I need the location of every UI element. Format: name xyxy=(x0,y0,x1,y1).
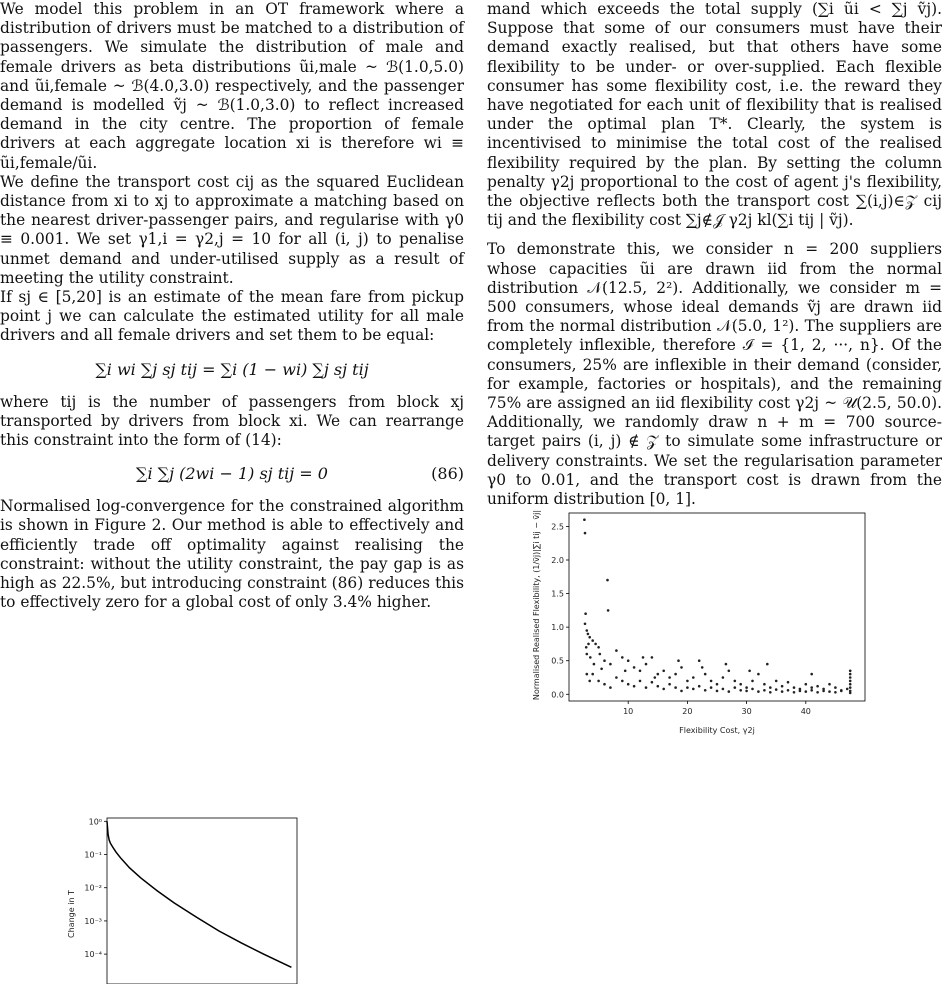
scatter-point xyxy=(633,685,636,688)
scatter-point xyxy=(586,673,589,676)
scatter-point xyxy=(603,683,606,686)
scatter-point xyxy=(763,683,766,686)
scatter-point xyxy=(651,656,654,659)
paragraph-flexibility: mand which exceeds the total supply (∑i ũi < ∑j ṽj). Suppose that some of our consumers must have their demand exactly realised, but that others have some flexibility to be under- or over-supplied. Each flexible consumer has some flexibility cost, i.e. the reward they have negotiated for each unit of flexibility that is realised under the optimal plan T*. Clearly, the system is incentivised to minimise the total cost of the realised flexibility required by the plan. By setting the column penalty γ2j proportional to the cost of agent j's flexibility, the objective reflects both the transport cost ∑(i,j)∈𝒵 cij tij and the flexibility cost ∑j∉𝒥 γ2j kl(∑i tij | ṽj). xyxy=(487,0,942,230)
scatter-y-tick-label: 1.5 xyxy=(551,589,564,599)
scatter-point xyxy=(769,686,772,689)
scatter-point xyxy=(692,676,695,679)
scatter-point xyxy=(639,670,642,673)
scatter-point xyxy=(701,666,704,669)
right-column xyxy=(487,0,942,735)
scatter-point xyxy=(787,689,790,692)
scatter-point xyxy=(849,676,852,679)
scatter-point xyxy=(751,688,754,691)
equation-86-body: ∑i ∑j (2wi − 1) sj tij = 0 xyxy=(136,464,328,484)
scatter-point xyxy=(586,629,589,632)
scatter-point xyxy=(609,686,612,689)
scatter-point xyxy=(591,673,594,676)
scatter-x-tick-label: 40 xyxy=(800,707,811,716)
scatter-point xyxy=(763,689,766,692)
scatter-point xyxy=(677,659,680,662)
scatter-point xyxy=(597,646,600,649)
paragraph-drivers-passengers: We model this problem in an OT framework where a distribution of drivers must be matched to a distribution of passengers. We simulate the distribution of male and female drivers as beta distributions ũi,male ~ ℬ(1.0,5.0) and ũi,female ~ ℬ(4.0,3.0) respectively, and the passenger demand is modelled ṽj ~ ℬ(1.0,3.0) to reflect increased demand in the city centre. The proportion of female drivers at each aggregate location xi is therefore wi ≡ ũi,female/ũi. xyxy=(0,0,464,172)
scatter-point xyxy=(589,656,592,659)
scatter-point xyxy=(686,686,689,689)
scatter-point xyxy=(668,683,671,686)
scatter-point xyxy=(600,668,603,671)
scatter-point xyxy=(651,681,654,684)
convergence-y-tick-label: 10⁻¹ xyxy=(84,850,102,860)
convergence-plot-frame xyxy=(107,818,297,984)
scatter-point xyxy=(816,691,819,694)
scatter-point xyxy=(725,663,728,666)
scatter-point xyxy=(593,663,596,666)
scatter-point xyxy=(757,690,760,693)
scatter-point xyxy=(588,680,591,683)
scatter-point xyxy=(584,612,587,615)
scatter-y-tick-label: 2.0 xyxy=(551,556,564,565)
scatter-point xyxy=(710,686,713,689)
scatter-point xyxy=(828,690,831,693)
scatter-point xyxy=(639,680,642,683)
scatter-point xyxy=(633,666,636,669)
scatter-y-tick-label: 1.0 xyxy=(551,623,564,633)
scatter-point xyxy=(645,663,648,666)
scatter-point xyxy=(799,690,802,693)
scatter-point xyxy=(674,673,677,676)
scatter-point xyxy=(775,680,778,683)
scatter-point xyxy=(810,686,813,689)
flexibility-scatter-chart xyxy=(527,505,927,755)
scatter-point xyxy=(849,670,852,673)
scatter-point xyxy=(627,683,630,686)
scatter-point xyxy=(587,643,590,646)
scatter-point xyxy=(846,688,849,691)
scatter-point xyxy=(787,681,790,684)
paragraph-convergence: Normalised log-convergence for the constrained algorithm is shown in Figure 2. Our method is able to effectively and efficiently trade off optimality against realising the constraint: without the utility constraint, the pay gap is as high as 22.5%, but introducing constraint (86) reduces this to effectively zero for a global cost of only 3.4% higher. xyxy=(0,497,464,612)
scatter-point xyxy=(810,673,813,676)
scatter-point xyxy=(828,683,831,686)
scatter-point xyxy=(834,691,837,694)
scatter-point xyxy=(849,673,852,676)
scatter-point xyxy=(603,659,606,662)
scatter-point xyxy=(607,609,610,612)
paragraph-rearrange: where tij is the number of passengers from block xj transported by drivers from block xi. We can rearrange this constraint into the form of (14): xyxy=(0,392,464,450)
equation-86 xyxy=(0,464,464,483)
scatter-point xyxy=(599,653,602,656)
scatter-point xyxy=(692,688,695,691)
scatter-point xyxy=(704,673,707,676)
scatter-point xyxy=(609,663,612,666)
scatter-point xyxy=(734,680,737,683)
scatter-point xyxy=(766,663,769,666)
scatter-point xyxy=(698,659,701,662)
scatter-point xyxy=(716,690,719,693)
convergence-y-label: Change in T xyxy=(67,890,76,938)
scatter-point xyxy=(734,686,737,689)
scatter-point xyxy=(584,623,587,626)
scatter-point xyxy=(793,691,796,694)
scatter-point xyxy=(810,689,813,692)
scatter-point xyxy=(710,680,713,683)
scatter-point xyxy=(849,692,852,695)
scatter-point xyxy=(586,653,589,656)
scatter-point xyxy=(840,689,843,692)
scatter-point xyxy=(728,690,731,693)
scatter-point xyxy=(585,646,588,649)
scatter-point xyxy=(597,680,600,683)
scatter-point xyxy=(834,686,837,689)
scatter-point xyxy=(769,691,772,694)
scatter-point xyxy=(751,680,754,683)
scatter-point xyxy=(849,680,852,683)
scatter-point xyxy=(816,685,819,688)
scatter-x-label: Flexibility Cost, γ2j xyxy=(679,726,755,735)
scatter-point xyxy=(822,690,825,693)
scatter-point xyxy=(698,685,701,688)
scatter-point xyxy=(748,670,751,673)
scatter-point xyxy=(624,670,627,673)
scatter-point xyxy=(583,518,586,521)
scatter-point xyxy=(739,683,742,686)
scatter-x-tick-label: 30 xyxy=(741,707,752,716)
scatter-point xyxy=(739,689,742,692)
scatter-y-tick-label: 0.0 xyxy=(551,690,564,700)
scatter-point xyxy=(781,685,784,688)
scatter-point xyxy=(615,676,618,679)
scatter-point xyxy=(584,532,587,535)
scatter-point xyxy=(627,659,630,662)
scatter-point xyxy=(805,690,808,693)
scatter-point xyxy=(657,673,660,676)
scatter-y-label: Normalised Realised Flexibility, (1/ṽj)|∑i tij − ṽj| xyxy=(532,509,541,701)
scatter-point xyxy=(722,676,725,679)
scatter-point xyxy=(606,579,609,582)
scatter-point xyxy=(615,649,618,652)
scatter-point xyxy=(793,686,796,689)
scatter-point xyxy=(775,688,778,691)
scatter-x-tick-label: 10 xyxy=(623,707,634,716)
equation-utility-balance: ∑i wi ∑j sj tij = ∑i (1 − wi) ∑j sj tij xyxy=(95,359,369,379)
scatter-y-tick-label: 2.5 xyxy=(551,522,564,532)
left-column xyxy=(0,0,464,960)
scatter-point xyxy=(668,676,671,679)
paragraph-experiment-setup: To demonstrate this, we consider n = 200 suppliers whose capacities ũi are drawn iid from the normal distribution 𝒩(12.5, 2²). Additionally, we consider m = 500 consumers, whose ideal demands ṽj are drawn iid from the normal distribution 𝒩(5.0, 1²). The suppliers are completely inflexible, therefore ℐ = {1, 2, ···, n}. Of the consumers, 25% are inflexible in their demand (consider, for example, factories or hospitals), and the remaining 75% are assigned an iid flexibility cost γ2j ~ 𝒰(2.5, 50.0). Additionally, we randomly draw n + m = 700 source-target pairs (i, j) ∉ 𝒵 to simulate some infrastructure or delivery constraints. We set the regularisation parameter γ0 to 0.01, and the transport cost is drawn from the uniform distribution [0, 1]. xyxy=(487,240,942,509)
scatter-point xyxy=(642,656,645,659)
scatter-point xyxy=(587,633,590,636)
scatter-plot-frame xyxy=(569,513,865,701)
convergence-line xyxy=(107,821,291,967)
scatter-point xyxy=(674,686,677,689)
scatter-point xyxy=(849,683,852,686)
scatter-point xyxy=(588,636,591,639)
convergence-y-tick-label: 10⁻⁴ xyxy=(84,950,102,960)
convergence-chart xyxy=(60,814,310,984)
scatter-point xyxy=(849,686,852,689)
scatter-point xyxy=(662,688,665,691)
scatter-y-tick-label: 0.5 xyxy=(551,656,564,666)
scatter-point xyxy=(805,683,808,686)
scatter-point xyxy=(757,673,760,676)
convergence-y-tick-label: 10⁻³ xyxy=(84,916,102,926)
scatter-point xyxy=(645,686,648,689)
convergence-y-tick-label: 10⁻² xyxy=(84,883,102,893)
paragraph-mean-fare: If sj ∈ [5,20] is an estimate of the mean fare from pickup point j we can calculate the estimated utility for all male drivers and all female drivers and set them to be equal: xyxy=(0,288,464,345)
scatter-point xyxy=(621,680,624,683)
scatter-point xyxy=(686,680,689,683)
scatter-point xyxy=(594,643,597,646)
paragraph-transport-cost: We define the transport cost cij as the squared Euclidean distance from xi to xj to approximate a matching based on the nearest driver-passenger pairs, and regularise with γ0 ≡ 0.001. We set γ1,i = γ2,j = 10 for all (i, j) to penalise unmet demand and under-utilised supply as a result of meeting the utility constraint. xyxy=(0,172,464,287)
scatter-point xyxy=(654,676,657,679)
scatter-x-tick-label: 20 xyxy=(682,707,693,716)
scatter-point xyxy=(621,656,624,659)
equation-86-number: (86) xyxy=(431,464,464,484)
scatter-point xyxy=(662,670,665,673)
scatter-point xyxy=(704,689,707,692)
convergence-y-tick-label: 10⁰ xyxy=(88,817,102,827)
scatter-point xyxy=(745,686,748,689)
scatter-point xyxy=(728,670,731,673)
scatter-point xyxy=(680,666,683,669)
scatter-point xyxy=(722,688,725,691)
scatter-point xyxy=(680,690,683,693)
scatter-point xyxy=(716,683,719,686)
scatter-point xyxy=(745,690,748,693)
scatter-point xyxy=(657,685,660,688)
scatter-point xyxy=(591,639,594,642)
scatter-point xyxy=(781,690,784,693)
